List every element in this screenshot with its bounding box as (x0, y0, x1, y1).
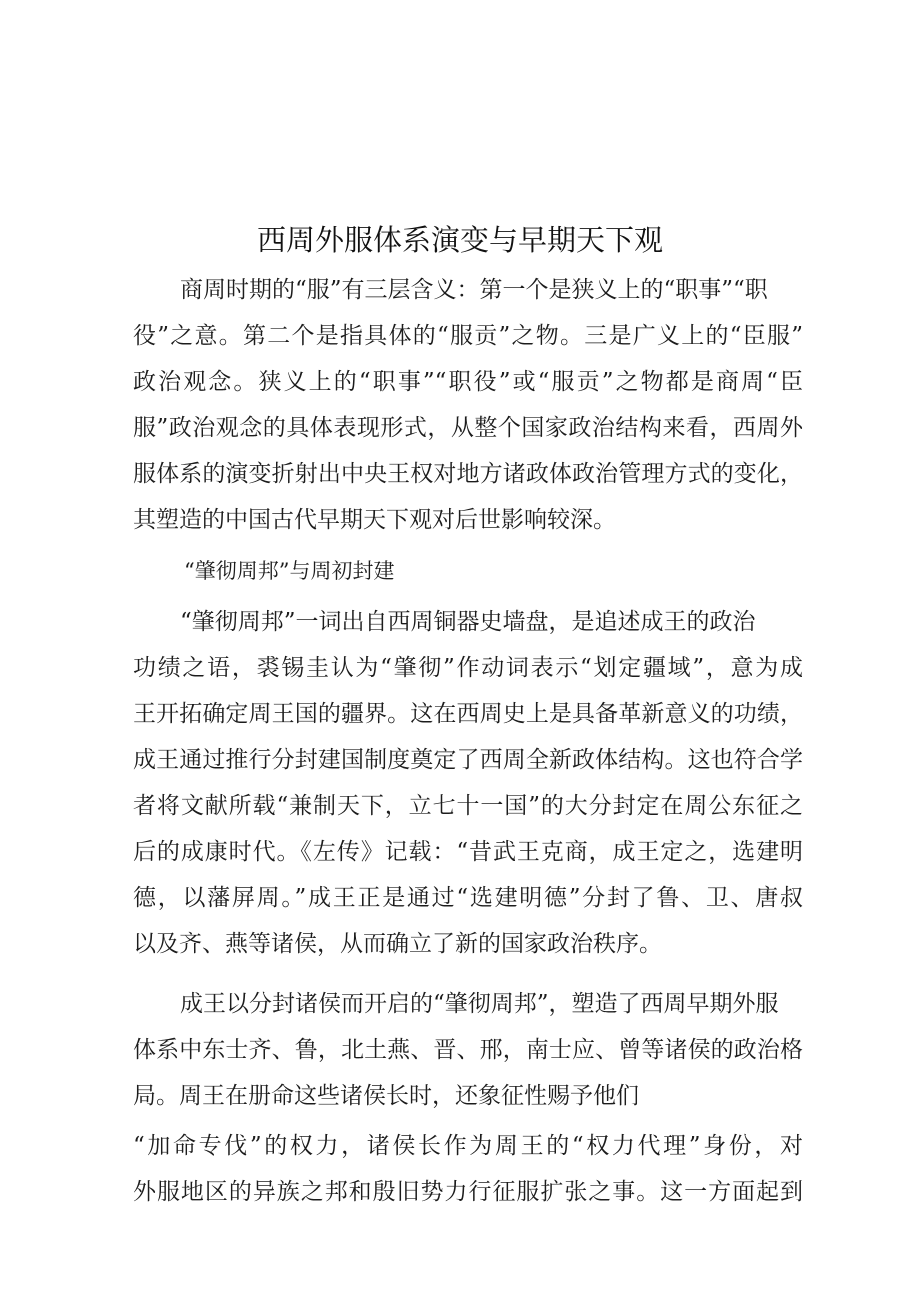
document-title: 西周外服体系演变与早期天下观 (256, 223, 663, 257)
paragraph-line: 服体系的演变折射出中央王权对地方诸政体政治管理方式的变化， (133, 461, 803, 487)
paragraph-line: 政治观念。狭义上的“职事”“职役”或“服贡”之物都是商周“臣 (133, 369, 803, 395)
paragraph-line: 王开拓确定周王国的疆界。这在西周史上是具备革新意义的功绩， (133, 701, 803, 727)
paragraph-line: 以及齐、燕等诸侯，从而确立了新的国家政治秩序。 (133, 931, 662, 957)
paragraph-line: 商周时期的“服”有三层含义：第一个是狭义上的“职事”“职 (180, 277, 768, 303)
paragraph-line: 成王通过推行分封建国制度奠定了西周全新政体结构。这也符合学 (133, 747, 803, 773)
section-heading: “肇彻周邦”与周初封建 (184, 559, 395, 583)
paragraph-line: 者将文献所载“兼制天下，立七十一国”的大分封定在周公东征之 (133, 793, 803, 819)
paragraph-line: 功绩之语，裘锡圭认为“肇彻”作动词表示“划定疆域”，意为成 (133, 655, 803, 681)
paragraph-line: 外服地区的异族之邦和殷旧势力行征服扩张之事。这一方面起到 (133, 1179, 803, 1205)
paragraph-line: “加命专伐”的权力，诸侯长作为周王的“权力代理”身份，对 (133, 1133, 803, 1159)
paragraph-line: 役”之意。第二个是指具体的“服贡”之物。三是广义上的“臣服” (133, 323, 803, 349)
paragraph-line: 德，以藩屏周。”成王正是通过“选建明德”分封了鲁、卫、唐叔 (133, 885, 803, 911)
paragraph-line: 后的成康时代。《左传》记载：“昔武王克商，成王定之，选建明 (133, 839, 803, 865)
paragraph-line: 成王以分封诸侯而开启的“肇彻周邦”，塑造了西周早期外服 (180, 991, 779, 1017)
paragraph-line: 服”政治观念的具体表现形式，从整个国家政治结构来看，西周外 (133, 415, 803, 441)
paragraph-line: 其塑造的中国古代早期天下观对后世影响较深。 (133, 507, 616, 533)
paragraph-line: “肇彻周邦”一词出自西周铜器史墙盘，是追述成王的政治 (180, 609, 756, 635)
paragraph-line: 体系中东士齐、鲁，北土燕、晋、邢，南士应、曾等诸侯的政治格 (133, 1037, 803, 1063)
paragraph-line: 局。周王在册命这些诸侯长时，还象征性赐予他们 (133, 1083, 639, 1109)
